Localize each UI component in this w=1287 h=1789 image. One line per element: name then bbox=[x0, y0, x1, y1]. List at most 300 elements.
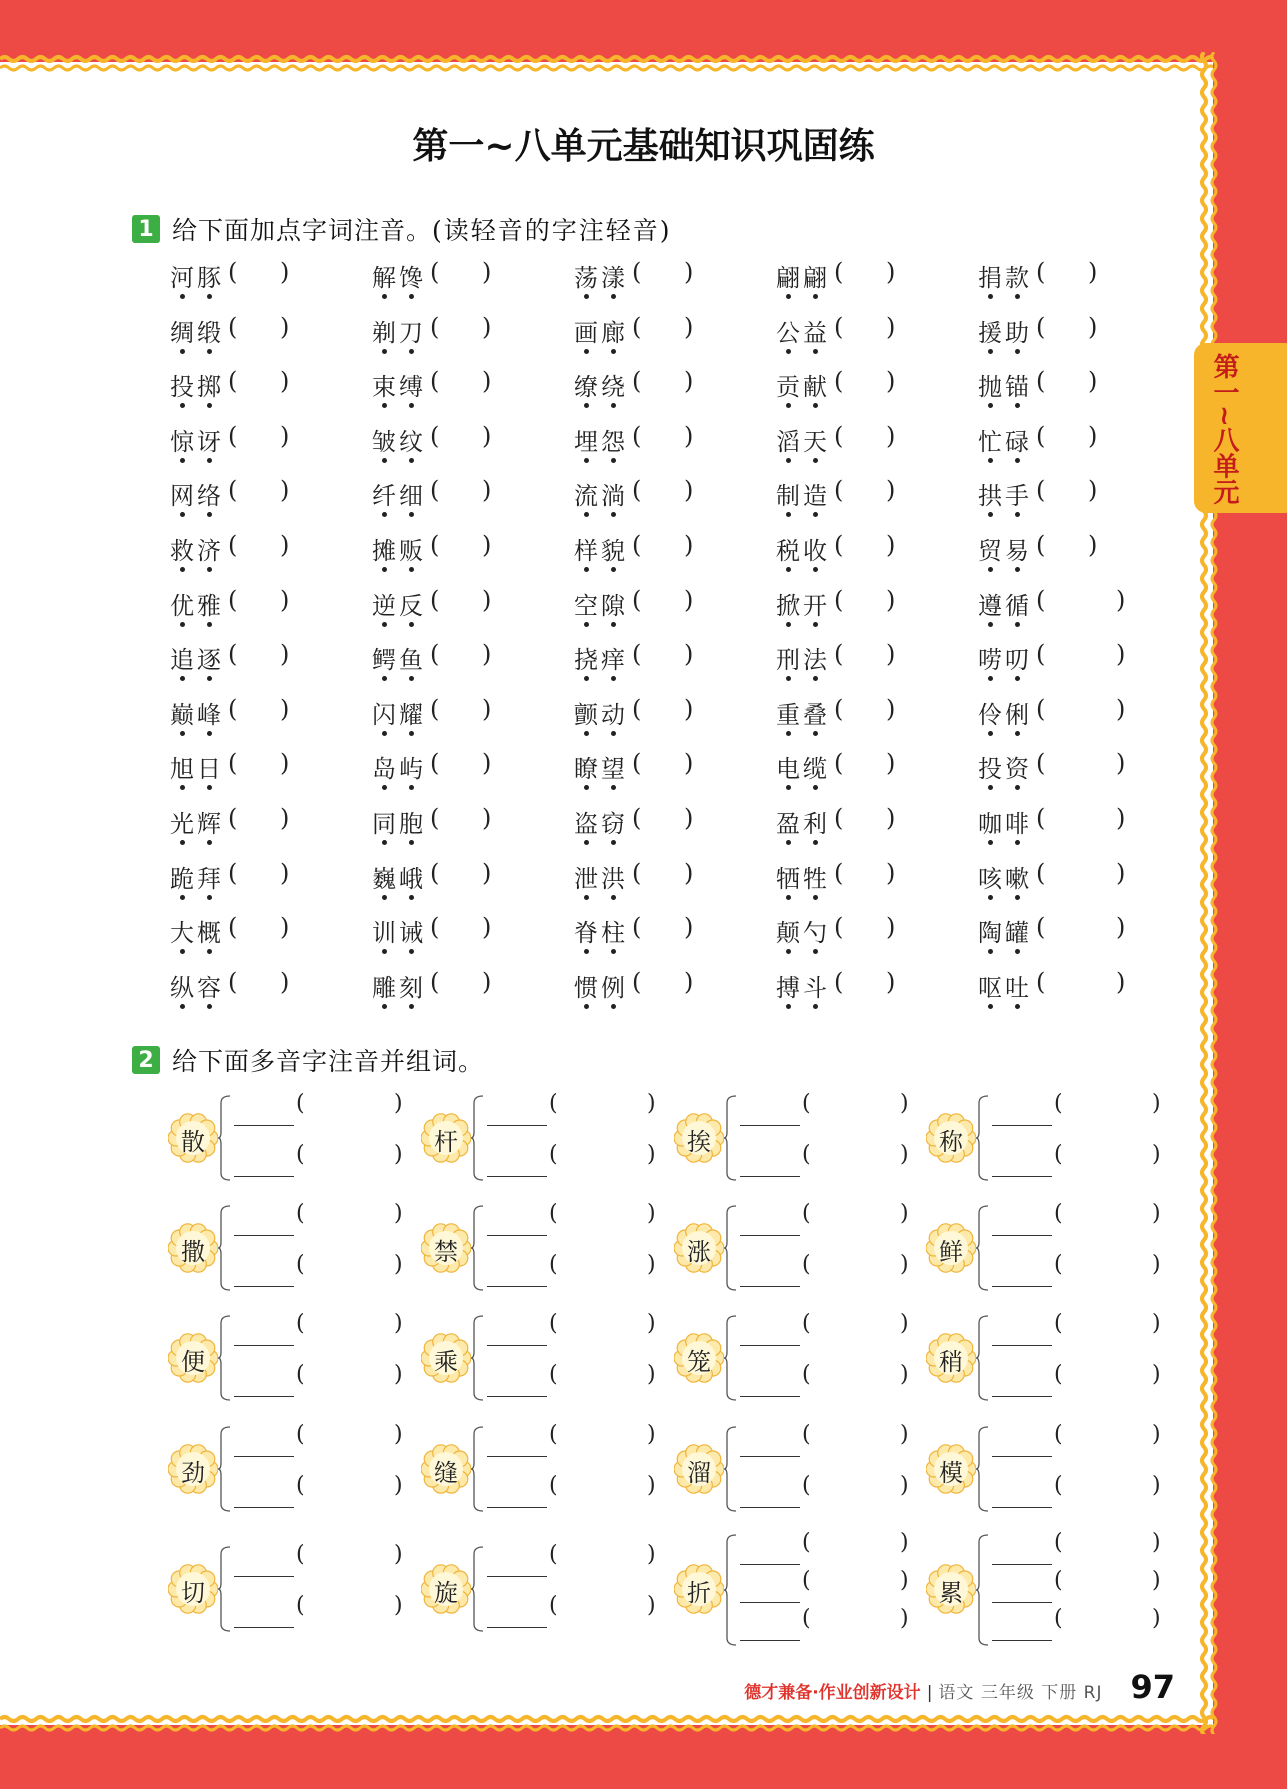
pinyin-answer-blank[interactable] bbox=[563, 1205, 643, 1231]
pinyin-answer-blank[interactable] bbox=[846, 262, 884, 292]
pinyin-word-item bbox=[978, 859, 1178, 899]
pinyin-word: 绸缎 bbox=[170, 318, 224, 347]
pinyin-answer-blank[interactable] bbox=[1068, 1572, 1148, 1598]
pinyin-answer-blank[interactable] bbox=[1048, 262, 1086, 292]
pinyin-answer-blank[interactable] bbox=[1068, 1366, 1148, 1392]
pinyin-word-item bbox=[776, 640, 976, 680]
answer-close-paren: ) bbox=[280, 367, 290, 396]
pinyin-word: 抛锚 bbox=[978, 373, 1032, 402]
pinyin-word: 纵容 bbox=[170, 973, 224, 1002]
pinyin-answer-blank[interactable] bbox=[644, 863, 682, 893]
pinyin-answer-blank[interactable] bbox=[563, 1546, 643, 1572]
pinyin-word-item bbox=[978, 913, 1178, 953]
answer-open-paren: ( bbox=[228, 913, 238, 942]
pinyin-word: 忙碌 bbox=[978, 427, 1032, 456]
pinyin-answer-blank[interactable] bbox=[644, 753, 682, 783]
pinyin-answer-blank[interactable] bbox=[1048, 699, 1112, 729]
pinyin-open-paren: ( bbox=[802, 1473, 811, 1498]
emphasis-dot bbox=[813, 840, 818, 845]
pinyin-answer-blank[interactable] bbox=[816, 1256, 896, 1282]
word-blank-line[interactable] bbox=[234, 1176, 294, 1177]
polyphone-item bbox=[421, 1544, 671, 1644]
pinyin-answer-blank[interactable] bbox=[816, 1534, 896, 1560]
answer-close-paren: ) bbox=[886, 967, 896, 996]
bracket-icon bbox=[976, 1095, 990, 1181]
answer-close-paren: ) bbox=[482, 585, 492, 614]
pinyin-answer-blank[interactable] bbox=[1068, 1610, 1148, 1636]
pinyin-answer-blank[interactable] bbox=[442, 480, 480, 510]
emphasis-dot bbox=[813, 1004, 818, 1009]
pinyin-answer-blank[interactable] bbox=[644, 972, 682, 1002]
pinyin-answer-blank[interactable] bbox=[846, 317, 884, 347]
word-blank-line[interactable] bbox=[740, 1396, 800, 1397]
polyphone-item bbox=[168, 1544, 418, 1644]
answer-close-paren: ) bbox=[886, 694, 896, 723]
pinyin-word: 惊讶 bbox=[170, 427, 224, 456]
polyphone-item bbox=[421, 1313, 671, 1413]
pinyin-answer-blank[interactable] bbox=[442, 317, 480, 347]
answer-open-paren: ( bbox=[632, 258, 642, 286]
pinyin-answer-blank[interactable] bbox=[1048, 644, 1112, 674]
word-blank-line[interactable] bbox=[234, 1286, 294, 1287]
emphasis-dot bbox=[584, 1004, 589, 1009]
polyphone-character: 禁 bbox=[434, 1238, 458, 1266]
pinyin-word-item bbox=[372, 313, 572, 353]
pinyin-word: 贡献 bbox=[776, 373, 830, 402]
pinyin-answer-blank[interactable] bbox=[240, 262, 278, 292]
pinyin-close-paren: ) bbox=[647, 1542, 656, 1567]
emphasis-dot bbox=[1015, 731, 1020, 736]
pinyin-word: 样貌 bbox=[574, 537, 628, 565]
answer-close-paren: ) bbox=[1088, 421, 1098, 450]
pinyin-answer-blank[interactable] bbox=[442, 371, 480, 401]
word-blank-line[interactable] bbox=[992, 1564, 1052, 1565]
bracket-icon bbox=[218, 1095, 232, 1181]
pinyin-answer-blank[interactable] bbox=[846, 863, 884, 893]
emphasis-dot bbox=[813, 895, 818, 900]
pinyin-answer-blank[interactable] bbox=[1068, 1146, 1148, 1172]
word-blank-line[interactable] bbox=[234, 1235, 294, 1236]
emphasis-dot bbox=[813, 567, 818, 572]
answer-close-paren: ) bbox=[280, 858, 290, 887]
answer-close-paren: ) bbox=[886, 421, 896, 450]
pinyin-answer-blank[interactable] bbox=[846, 808, 884, 838]
pinyin-word: 呕吐 bbox=[978, 973, 1032, 1002]
pinyin-answer-blank[interactable] bbox=[816, 1205, 896, 1231]
pinyin-answer-blank[interactable] bbox=[846, 535, 884, 565]
pinyin-answer-blank[interactable] bbox=[1048, 972, 1112, 1002]
pinyin-answer-blank[interactable] bbox=[442, 699, 480, 729]
word-blank-line[interactable] bbox=[234, 1456, 294, 1457]
pinyin-answer-blank[interactable] bbox=[240, 371, 278, 401]
pinyin-answer-blank[interactable] bbox=[310, 1426, 390, 1452]
emphasis-dot bbox=[988, 458, 993, 463]
word-blank-line[interactable] bbox=[487, 1345, 547, 1346]
pinyin-word-item bbox=[372, 913, 572, 953]
pinyin-open-paren: ( bbox=[802, 1362, 811, 1387]
pinyin-answer-blank[interactable] bbox=[310, 1095, 390, 1121]
pinyin-answer-blank[interactable] bbox=[644, 480, 682, 510]
pinyin-answer-blank[interactable] bbox=[310, 1146, 390, 1172]
pinyin-answer-blank[interactable] bbox=[563, 1597, 643, 1623]
emphasis-dot bbox=[611, 622, 616, 627]
pinyin-open-paren: ( bbox=[549, 1542, 558, 1567]
pinyin-word-item bbox=[574, 422, 774, 462]
emphasis-dot bbox=[207, 895, 212, 900]
pinyin-open-paren: ( bbox=[296, 1311, 305, 1336]
pinyin-word: 制造 bbox=[776, 482, 830, 511]
pinyin-word: 搏斗 bbox=[776, 973, 830, 1002]
polyphone-character: 旋 bbox=[434, 1579, 458, 1607]
question-1-instruction: 给下面加点字词注音。 bbox=[172, 216, 433, 245]
answer-close-paren: ) bbox=[1088, 476, 1098, 505]
answer-close-paren: ) bbox=[886, 312, 896, 341]
word-blank-line[interactable] bbox=[487, 1456, 547, 1457]
word-blank-line[interactable] bbox=[487, 1576, 547, 1577]
pinyin-answer-blank[interactable] bbox=[846, 972, 884, 1002]
word-blank-line[interactable] bbox=[487, 1286, 547, 1287]
pinyin-close-paren: ) bbox=[394, 1142, 403, 1167]
pinyin-answer-blank[interactable] bbox=[1048, 590, 1112, 620]
pinyin-answer-blank[interactable] bbox=[644, 917, 682, 947]
pinyin-word: 巍峨 bbox=[372, 864, 426, 893]
pinyin-close-paren: ) bbox=[394, 1091, 403, 1116]
word-blank-line[interactable] bbox=[992, 1345, 1052, 1346]
pinyin-answer-blank[interactable] bbox=[240, 863, 278, 893]
emphasis-dot bbox=[1015, 349, 1020, 354]
pinyin-answer-blank[interactable] bbox=[1068, 1095, 1148, 1121]
pinyin-word-item bbox=[170, 640, 370, 680]
emphasis-dot bbox=[382, 895, 387, 900]
pinyin-answer-blank[interactable] bbox=[442, 972, 480, 1002]
pinyin-answer-blank[interactable] bbox=[816, 1477, 896, 1503]
pinyin-answer-blank[interactable] bbox=[846, 699, 884, 729]
pinyin-open-paren: ( bbox=[1054, 1311, 1063, 1336]
answer-close-paren: ) bbox=[886, 258, 896, 286]
bracket-icon bbox=[976, 1205, 990, 1291]
pinyin-word: 刑法 bbox=[776, 646, 830, 675]
word-blank-line[interactable] bbox=[487, 1125, 547, 1126]
pinyin-word-item bbox=[574, 258, 774, 298]
answer-close-paren: ) bbox=[684, 367, 694, 396]
answer-open-paren: ( bbox=[632, 367, 642, 396]
pinyin-answer-blank[interactable] bbox=[240, 644, 278, 674]
pinyin-answer-blank[interactable] bbox=[240, 317, 278, 347]
answer-open-paren: ( bbox=[430, 694, 440, 723]
pinyin-answer-blank[interactable] bbox=[310, 1597, 390, 1623]
word-blank-line[interactable] bbox=[740, 1640, 800, 1641]
emphasis-dot bbox=[207, 458, 212, 463]
word-blank-line[interactable] bbox=[992, 1507, 1052, 1508]
pinyin-word-item bbox=[978, 695, 1178, 735]
pinyin-close-paren: ) bbox=[647, 1311, 656, 1336]
pinyin-word-item bbox=[776, 695, 976, 735]
pinyin-answer-blank[interactable] bbox=[1048, 426, 1086, 456]
pinyin-word-item bbox=[170, 695, 370, 735]
pinyin-answer-blank[interactable] bbox=[1048, 808, 1112, 838]
pinyin-answer-blank[interactable] bbox=[1068, 1205, 1148, 1231]
pinyin-word: 挠痒 bbox=[574, 646, 628, 675]
pinyin-close-paren: ) bbox=[1152, 1201, 1161, 1226]
answer-open-paren: ( bbox=[632, 913, 642, 942]
answer-close-paren: ) bbox=[684, 858, 694, 887]
pinyin-answer-blank[interactable] bbox=[1068, 1426, 1148, 1452]
pinyin-open-paren: ( bbox=[1054, 1201, 1063, 1226]
pinyin-answer-blank[interactable] bbox=[816, 1366, 896, 1392]
pinyin-open-paren: ( bbox=[802, 1311, 811, 1336]
pinyin-answer-blank[interactable] bbox=[442, 262, 480, 292]
pinyin-close-paren: ) bbox=[394, 1252, 403, 1277]
word-blank-line[interactable] bbox=[740, 1602, 800, 1603]
pinyin-answer-blank[interactable] bbox=[442, 426, 480, 456]
pinyin-answer-blank[interactable] bbox=[644, 644, 682, 674]
pinyin-word: 旭日 bbox=[170, 755, 224, 784]
flower-badge-icon bbox=[674, 1333, 724, 1383]
pinyin-open-paren: ( bbox=[1054, 1142, 1063, 1167]
word-blank-line[interactable] bbox=[487, 1396, 547, 1397]
pinyin-close-paren: ) bbox=[900, 1606, 909, 1631]
word-blank-line[interactable] bbox=[740, 1345, 800, 1346]
pinyin-answer-blank[interactable] bbox=[816, 1610, 896, 1636]
word-blank-line[interactable] bbox=[992, 1125, 1052, 1126]
page-footer bbox=[744, 1668, 1175, 1706]
word-blank-line[interactable] bbox=[487, 1627, 547, 1628]
pinyin-answer-blank[interactable] bbox=[816, 1146, 896, 1172]
pinyin-answer-blank[interactable] bbox=[240, 917, 278, 947]
pinyin-answer-blank[interactable] bbox=[240, 808, 278, 838]
word-blank-line[interactable] bbox=[740, 1564, 800, 1565]
word-blank-line[interactable] bbox=[992, 1396, 1052, 1397]
polyphone-character: 称 bbox=[939, 1128, 963, 1156]
pinyin-word: 泄洪 bbox=[574, 864, 628, 893]
pinyin-answer-blank[interactable] bbox=[644, 808, 682, 838]
emphasis-dot bbox=[207, 349, 212, 354]
pinyin-word: 巅峰 bbox=[170, 700, 224, 729]
answer-close-paren: ) bbox=[280, 913, 290, 942]
pinyin-answer-blank[interactable] bbox=[1048, 863, 1112, 893]
polyphone-item bbox=[168, 1203, 418, 1303]
emphasis-dot bbox=[180, 731, 185, 736]
pinyin-answer-blank[interactable] bbox=[442, 590, 480, 620]
polyphone-item bbox=[168, 1093, 418, 1193]
pinyin-answer-blank[interactable] bbox=[816, 1095, 896, 1121]
pinyin-answer-blank[interactable] bbox=[1068, 1256, 1148, 1282]
pinyin-word-item bbox=[372, 859, 572, 899]
word-blank-line[interactable] bbox=[992, 1235, 1052, 1236]
answer-close-paren: ) bbox=[482, 749, 492, 778]
word-blank-line[interactable] bbox=[234, 1396, 294, 1397]
pinyin-word: 皱纹 bbox=[372, 427, 426, 456]
pinyin-answer-blank[interactable] bbox=[1048, 317, 1086, 347]
word-blank-line[interactable] bbox=[487, 1507, 547, 1508]
pinyin-open-paren: ( bbox=[296, 1422, 305, 1447]
pinyin-answer-blank[interactable] bbox=[442, 753, 480, 783]
pinyin-answer-blank[interactable] bbox=[442, 535, 480, 565]
pinyin-answer-blank[interactable] bbox=[644, 262, 682, 292]
pinyin-answer-blank[interactable] bbox=[644, 317, 682, 347]
word-blank-line[interactable] bbox=[740, 1507, 800, 1508]
pinyin-close-paren: ) bbox=[1152, 1252, 1161, 1277]
answer-close-paren: ) bbox=[482, 367, 492, 396]
pinyin-answer-blank[interactable] bbox=[1048, 371, 1086, 401]
pinyin-word-item bbox=[574, 859, 774, 899]
word-blank-line[interactable] bbox=[740, 1456, 800, 1457]
word-blank-line[interactable] bbox=[992, 1602, 1052, 1603]
pinyin-word-item bbox=[372, 804, 572, 844]
pinyin-open-paren: ( bbox=[1054, 1568, 1063, 1593]
pinyin-answer-blank[interactable] bbox=[846, 590, 884, 620]
word-blank-line[interactable] bbox=[740, 1125, 800, 1126]
answer-open-paren: ( bbox=[1036, 585, 1046, 614]
pinyin-answer-blank[interactable] bbox=[1048, 535, 1086, 565]
pinyin-answer-blank[interactable] bbox=[846, 426, 884, 456]
pinyin-answer-blank[interactable] bbox=[1048, 480, 1086, 510]
answer-close-paren: ) bbox=[482, 531, 492, 559]
pinyin-word: 训诫 bbox=[372, 919, 426, 948]
word-blank-line[interactable] bbox=[740, 1176, 800, 1177]
answer-open-paren: ( bbox=[632, 421, 642, 450]
pinyin-answer-blank[interactable] bbox=[310, 1366, 390, 1392]
answer-open-paren: ( bbox=[834, 312, 844, 341]
word-blank-line[interactable] bbox=[234, 1507, 294, 1508]
word-blank-line[interactable] bbox=[487, 1235, 547, 1236]
emphasis-dot bbox=[207, 567, 212, 572]
pinyin-answer-blank[interactable] bbox=[846, 917, 884, 947]
pinyin-answer-blank[interactable] bbox=[644, 699, 682, 729]
pinyin-close-paren: ) bbox=[900, 1201, 909, 1226]
pinyin-answer-blank[interactable] bbox=[240, 699, 278, 729]
pinyin-answer-blank[interactable] bbox=[846, 644, 884, 674]
pinyin-answer-blank[interactable] bbox=[563, 1477, 643, 1503]
word-blank-line[interactable] bbox=[992, 1176, 1052, 1177]
pinyin-word: 荡漾 bbox=[574, 264, 628, 292]
emphasis-dot bbox=[611, 840, 616, 845]
pinyin-word: 大概 bbox=[170, 919, 224, 948]
pinyin-answer-blank[interactable] bbox=[310, 1546, 390, 1572]
pinyin-answer-blank[interactable] bbox=[846, 371, 884, 401]
pinyin-word: 空隙 bbox=[574, 591, 628, 620]
polyphone-character: 溜 bbox=[687, 1459, 711, 1487]
flower-badge-icon bbox=[168, 1223, 218, 1273]
pinyin-answer-blank[interactable] bbox=[442, 644, 480, 674]
pinyin-open-paren: ( bbox=[549, 1593, 558, 1618]
pinyin-answer-blank[interactable] bbox=[563, 1146, 643, 1172]
pinyin-word-item bbox=[372, 258, 572, 298]
polyphone-character: 杆 bbox=[434, 1128, 458, 1156]
flower-badge-icon bbox=[168, 1113, 218, 1163]
pinyin-answer-blank[interactable] bbox=[846, 753, 884, 783]
pinyin-answer-blank[interactable] bbox=[563, 1315, 643, 1341]
pinyin-open-paren: ( bbox=[296, 1542, 305, 1567]
pinyin-close-paren: ) bbox=[900, 1362, 909, 1387]
pinyin-answer-blank[interactable] bbox=[563, 1095, 643, 1121]
pinyin-close-paren: ) bbox=[647, 1473, 656, 1498]
flower-badge-icon bbox=[168, 1333, 218, 1383]
pinyin-answer-blank[interactable] bbox=[310, 1256, 390, 1282]
flower-badge-icon bbox=[926, 1223, 976, 1273]
pinyin-answer-blank[interactable] bbox=[240, 535, 278, 565]
word-blank-line[interactable] bbox=[992, 1640, 1052, 1641]
pinyin-answer-blank[interactable] bbox=[310, 1315, 390, 1341]
pinyin-answer-blank[interactable] bbox=[1068, 1315, 1148, 1341]
pinyin-close-paren: ) bbox=[1152, 1362, 1161, 1387]
word-blank-line[interactable] bbox=[992, 1456, 1052, 1457]
pinyin-answer-blank[interactable] bbox=[816, 1315, 896, 1341]
pinyin-answer-blank[interactable] bbox=[563, 1366, 643, 1392]
pinyin-answer-blank[interactable] bbox=[816, 1426, 896, 1452]
pinyin-word: 伶俐 bbox=[978, 700, 1032, 729]
pinyin-word: 陶罐 bbox=[978, 919, 1032, 948]
pinyin-answer-blank[interactable] bbox=[310, 1477, 390, 1503]
pinyin-answer-blank[interactable] bbox=[310, 1205, 390, 1231]
word-blank-line[interactable] bbox=[740, 1235, 800, 1236]
emphasis-dot bbox=[786, 731, 791, 736]
word-blank-line[interactable] bbox=[234, 1125, 294, 1126]
pinyin-answer-blank[interactable] bbox=[240, 426, 278, 456]
pinyin-answer-blank[interactable] bbox=[1068, 1534, 1148, 1560]
emphasis-dot bbox=[988, 731, 993, 736]
word-blank-line[interactable] bbox=[487, 1176, 547, 1177]
emphasis-dot bbox=[813, 349, 818, 354]
pinyin-answer-blank[interactable] bbox=[240, 972, 278, 1002]
word-blank-line[interactable] bbox=[740, 1286, 800, 1287]
word-blank-line[interactable] bbox=[234, 1345, 294, 1346]
pinyin-answer-blank[interactable] bbox=[644, 590, 682, 620]
pinyin-answer-blank[interactable] bbox=[563, 1426, 643, 1452]
pinyin-answer-blank[interactable] bbox=[442, 808, 480, 838]
emphasis-dot bbox=[382, 349, 387, 354]
answer-open-paren: ( bbox=[430, 858, 440, 887]
pinyin-close-paren: ) bbox=[900, 1422, 909, 1447]
flower-badge-icon bbox=[421, 1333, 471, 1383]
pinyin-answer-blank[interactable] bbox=[644, 426, 682, 456]
word-blank-line[interactable] bbox=[992, 1286, 1052, 1287]
emphasis-dot bbox=[180, 349, 185, 354]
answer-close-paren: ) bbox=[886, 476, 896, 505]
word-blank-line[interactable] bbox=[234, 1627, 294, 1628]
pinyin-answer-blank[interactable] bbox=[1048, 917, 1112, 947]
word-blank-line[interactable] bbox=[234, 1576, 294, 1577]
emphasis-dot bbox=[584, 458, 589, 463]
answer-close-paren: ) bbox=[482, 804, 492, 832]
footer-info: 语文 三年级 下册 RJ bbox=[938, 1683, 1103, 1703]
pinyin-answer-blank[interactable] bbox=[816, 1572, 896, 1598]
emphasis-dot bbox=[382, 840, 387, 845]
pinyin-answer-blank[interactable] bbox=[442, 917, 480, 947]
pinyin-answer-blank[interactable] bbox=[442, 863, 480, 893]
emphasis-dot bbox=[409, 731, 414, 736]
emphasis-dot bbox=[988, 294, 993, 299]
answer-open-paren: ( bbox=[632, 585, 642, 614]
pinyin-answer-blank[interactable] bbox=[846, 480, 884, 510]
pinyin-open-paren: ( bbox=[802, 1142, 811, 1167]
pinyin-open-paren: ( bbox=[296, 1252, 305, 1277]
pinyin-answer-blank[interactable] bbox=[1068, 1477, 1148, 1503]
answer-open-paren: ( bbox=[228, 367, 238, 396]
pinyin-answer-blank[interactable] bbox=[563, 1256, 643, 1282]
pinyin-word: 网络 bbox=[170, 482, 224, 511]
pinyin-answer-blank[interactable] bbox=[644, 371, 682, 401]
pinyin-answer-blank[interactable] bbox=[644, 535, 682, 565]
pinyin-answer-blank[interactable] bbox=[240, 480, 278, 510]
pinyin-word-item bbox=[978, 258, 1178, 298]
pinyin-answer-blank[interactable] bbox=[1048, 753, 1112, 783]
pinyin-answer-blank[interactable] bbox=[240, 590, 278, 620]
pinyin-answer-blank[interactable] bbox=[240, 753, 278, 783]
answer-open-paren: ( bbox=[834, 858, 844, 887]
pinyin-word-item bbox=[372, 586, 572, 626]
answer-open-paren: ( bbox=[834, 476, 844, 505]
